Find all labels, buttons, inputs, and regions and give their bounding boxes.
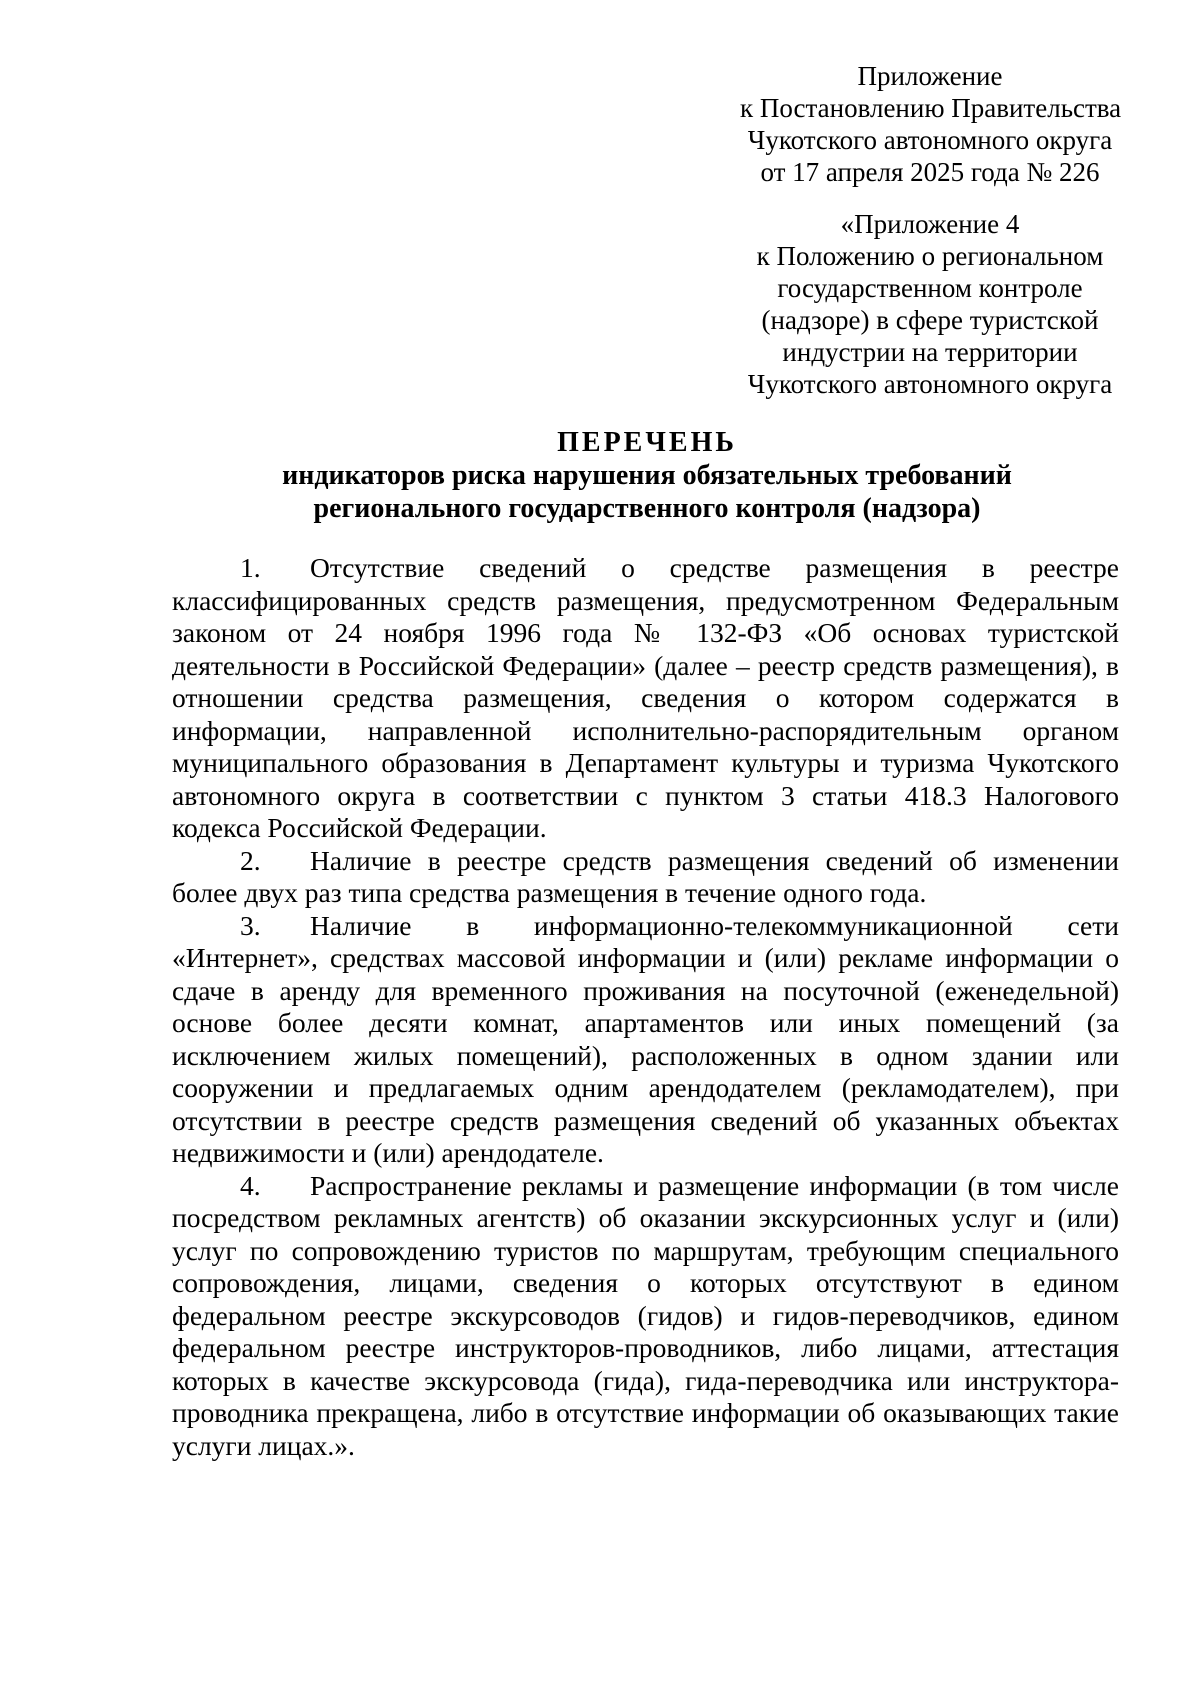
attachment-line: индустрии на территории: [782, 337, 1078, 367]
item-number: 1.: [240, 552, 261, 583]
list-item: [172, 1170, 1119, 1463]
item-text: Отсутствие сведений о средстве размещения в реестре классифицированных средств размещения, предусмотренном Федеральным законом от 24 ноября 1996 года № 132-ФЗ «Об основах туристской деятельности в Российской Федерации» (далее – реестр средств размещения), в отношении средства размещения, сведения о котором содержатся в информации, направленной исполнительно-распорядительным органом муниципального образования в Департамент культуры и туризма Чукотского автономного округа в соответствии с пунктом 3 статьи 418.3 Налогового кодекса Российской Федерации.: [172, 552, 1119, 843]
appendix-line: к Постановлению Правительства: [740, 93, 1122, 123]
attachment-header: [740, 208, 1120, 400]
item-number: 4.: [240, 1169, 261, 1201]
list-item: [172, 552, 1119, 845]
title-subtitle: регионального государственного контроля (надзора): [313, 493, 981, 524]
appendix-line: Чукотского автономного округа: [747, 125, 1113, 155]
item-text: Наличие в реестре средств размещения сведений об изменении более двух раз типа средства размещения в течение одного года.: [172, 844, 1119, 908]
attachment-line: Чукотского автономного округа: [747, 369, 1113, 399]
title-main: ПЕРЕЧЕНЬ: [557, 427, 737, 458]
document-body: [172, 552, 1119, 1462]
item-number: 3.: [240, 909, 261, 941]
attachment-line: «Приложение 4: [840, 209, 1020, 239]
list-item: [172, 910, 1119, 1170]
attachment-line: к Положению о региональном: [756, 241, 1104, 271]
attachment-line: государственном контроле: [777, 273, 1083, 303]
appendix-header: [740, 60, 1120, 188]
item-text: Распространение рекламы и размещение информации (в том числе посредством рекламных агентств) об оказании экскурсионных услуг и (или) услуг по сопровождению туристов по маршрутам, требующим специального сопровождения, лицами, сведения о которых отсутствуют в едином федеральном реестре экскурсоводов (гидов) и гидов-переводчиков, едином федеральном реестре инструкторов-проводников, либо лицами, аттестация которых в качестве экскурсовода (гида), гида-переводчика или инструктора-проводника прекращена, либо в отсутствие информации об оказывающих такие услуги лицах.».: [172, 1169, 1119, 1461]
list-item: [172, 845, 1119, 910]
appendix-line: от 17 апреля 2025 года № 226: [760, 157, 1100, 187]
item-text: Наличие в информационно-телекоммуникационной сети «Интернет», средствах массовой информации и (или) рекламе информации о сдаче в аренду для временного проживания на посуточной (еженедельной) основе более десяти комнат, апартаментов или иных помещений (за исключением жилых помещений), расположенных в одном здании или сооружении и предлагаемых одним арендодателем (рекламодателем), при отсутствии в реестре средств размещения сведений об указанных объектах недвижимости и (или) арендодателе.: [172, 909, 1119, 1168]
document-title: [172, 426, 1122, 525]
attachment-line: (надзоре) в сфере туристской: [761, 305, 1099, 335]
item-number: 2.: [240, 844, 261, 876]
appendix-line: Приложение: [857, 61, 1003, 91]
title-subtitle: индикаторов риска нарушения обязательных требований: [282, 460, 1012, 491]
